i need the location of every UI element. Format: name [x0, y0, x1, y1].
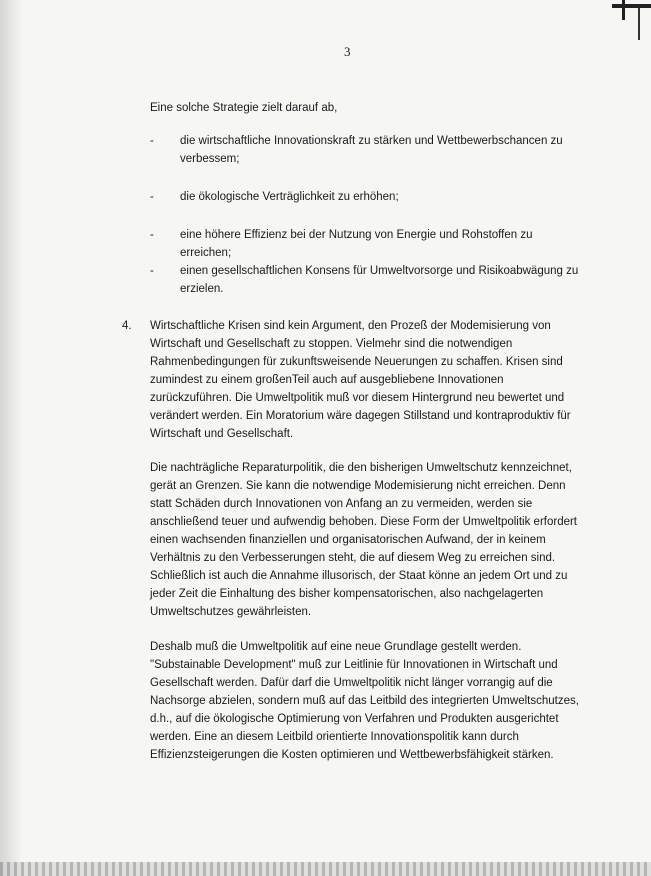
section-number: 4.	[122, 320, 132, 332]
bullet-text: eine höhere Effizienz bei der Nutzung von Energie und Rohstoffen zu erreichen;	[180, 229, 533, 259]
paragraph-text: Die nachträgliche Reparaturpolitik, die den bisherigen Umweltschutz kennzeichnet, gerät an Grenzen. Sie kann die notwendige Modemisierung nicht erreichen. Denn statt Schäden durch Innovationen von Anfang an zu vermeiden, werden sie anschließend teuer und aufwendig behoben. Diese Form der Umweltpolitik erfordert einen wachsenden finanziellen und organisatorischen Aufwand, der in keinem Verhältnis zu den Verbesserungen steht, die auf diesem Weg zu erreichen sind. Schließlich ist auch die Annahme illusorisch, der Staat könne an jedem Ort und zu jeder Zeit die Einhaltung des bisher kompensatorischen, also nachgelagerten Umweltschutzes gewährleisten.	[150, 462, 578, 618]
paragraph-neue-grundlage	[150, 638, 580, 764]
bullet-dash: -	[150, 265, 154, 277]
intro-sentence: Eine solche Strategie zielt darauf ab,	[150, 102, 338, 114]
bullet-dash: -	[150, 229, 154, 241]
bullet-text: die wirtschaftliche Innovationskraft zu stärken und Wettbewerbschancen zu verbessem;	[180, 135, 563, 165]
scan-bottom-edge	[0, 862, 651, 876]
bullet-dash: -	[150, 135, 154, 147]
section-4-paragraph	[150, 317, 580, 443]
page-number: 3	[344, 44, 351, 59]
bullet-dash: -	[150, 191, 154, 203]
corner-scan-mark-icon	[612, 0, 651, 40]
scan-shadow-edge	[0, 0, 22, 876]
section-4-text: Wirtschaftliche Krisen sind kein Argument, den Prozeß der Modemisierung von Wirtschaft und Gesellschaft zu stoppen. Vielmehr sind die notwendigen Rahmenbedingungen für zukunftsweisende Neuerungen zu schaffen. Krisen sind zumindest zu einem großenTeil auch auf ausgebliebene Innovationen zurückzuführen. Die Umweltpolitik muß vor diesem Hintergrund neu bewertet und verändert werden. Ein Moratorium wäre dagegen Stillstand und kontraproduktiv für Wirtschaft und Gesellschaft.	[150, 320, 571, 440]
bullet-text: einen gesellschaftlichen Konsens für Umweltvorsorge und Risikoabwägung zu erzielen.	[180, 265, 579, 295]
paragraph-text: Deshalb muß die Umweltpolitik auf eine neue Grundlage gestellt werden. "Substainable Development" muß zur Leitlinie für Innovationen in Wirtschaft und Gesellschaft werden. Dafür darf die Umweltpolitik nicht länger vorrangig auf die Nachsorge abzielen, sondern muß auf das Leitbild des integrierten Umweltschutzes, d.h., auf die ökologische Optimierung von Verfahren und Produkten ausgerichtet werden. Eine an diesem Leitbild orientierte Innovationspolitik kann durch Effizienzsteigerungen die Kosten optimieren und Wettbewerbsfähigkeit stärken.	[150, 641, 579, 761]
paragraph-reparaturpolitik	[150, 459, 580, 621]
bullet-text: die ökologische Verträglichkeit zu erhöhen;	[180, 191, 399, 203]
